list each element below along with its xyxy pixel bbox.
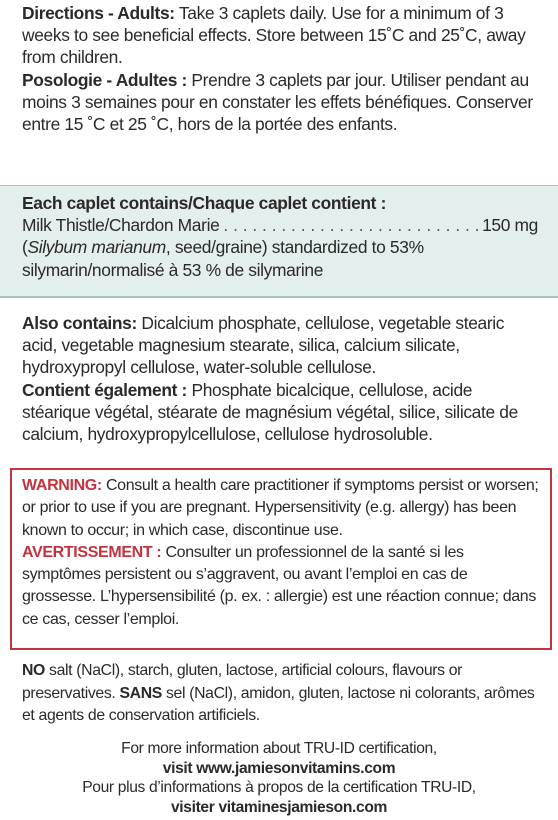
warning-english — [22, 475, 544, 542]
more-info-english-url — [0, 759, 558, 779]
also-contains-french-text: Phosphate bicalcique, cellulose, acide stéarique végétal, stéarate de magnésium végétal, silice, silicate de calcium, hydroxypropylcellulose, cellulose hydrosoluble. — [22, 379, 518, 445]
english-website: visit www.jamiesonvitamins.com — [162, 759, 396, 777]
directions-english-label: Directions - Adults: — [22, 3, 175, 23]
french-website: visiter vitaminesjamieson.com — [170, 798, 388, 816]
also-contains-french — [22, 379, 538, 446]
warning-english-label: WARNING: — [22, 477, 102, 494]
medicinal-ingredient-amount: 150 mg — [482, 215, 538, 236]
also-contains-english-label: Also contains: — [22, 313, 137, 333]
medicinal-ingredient-row — [22, 214, 538, 236]
directions-section — [22, 2, 538, 135]
medicinal-ingredients-section — [22, 192, 538, 281]
medicinal-ingredient-name: Milk Thistle/Chardon Marie — [22, 215, 220, 236]
directions-french — [22, 69, 538, 136]
directions-french-text: Prendre 3 caplets par jour. Utiliser pendant au moins 3 semaines pour en constater les effets bénéfiques. Conserver entre 15 ˚C et 25 ˚C, hors de la portée des enfants. — [22, 69, 533, 135]
non-medicinal-ingredients-section — [22, 312, 538, 445]
also-contains-french-label: Contient également : — [22, 379, 187, 400]
warning-french — [22, 542, 544, 631]
warning-french-label: AVERTISSEMENT : — [22, 543, 162, 561]
divider-bottom — [0, 296, 558, 298]
dot-leader — [223, 214, 478, 236]
free-from-text — [22, 660, 538, 728]
warning-french-text: Consulter un professionnel de la santé si les symptômes persistent ou s’aggravent, ou avant l’emploi en cas de grossesse. L’hypersensibilité (p. ex. : allergie) est une réaction connue; dans ce cas, cesser l’emploi. — [22, 543, 536, 628]
warning-english-text: Consult a health care practitioner if symptoms persist or worsen; or prior to use if you are pregnant. Hypersensitivity (e.g. allergy) has been known to occur; in which case, discontinue use. — [22, 477, 539, 539]
free-from-english-text: salt (NaCl), starch, gluten, lactose, artificial colours, flavours or preservatives. — [22, 662, 463, 702]
also-contains-english-text: Dicalcium phosphate, cellulose, vegetable stearic acid, vegetable magnesium stearate, silica, calcium silicate, hydroxypropyl cellulose, water-soluble cellulose. — [22, 313, 505, 378]
warning-section — [22, 475, 544, 631]
more-info-english: For more information about TRU-ID certification, — [121, 740, 437, 757]
directions-english — [22, 2, 538, 69]
free-from-french-text: sel (NaCl), amidon, gluten, lactose ni colorants, arômes et agents de conservation artificiels. — [22, 684, 535, 725]
more-info-french: Pour plus d’informations à propos de la certification TRU-ID, — [82, 779, 476, 797]
ingredients-heading — [22, 192, 538, 214]
ingredient-source-description: (Silybum marianum, seed/graine) standardized to 53% silymarin/normalisé à 53 % de silymarine — [22, 237, 424, 280]
standardization-text: , seed/graine) standardized to 53% silymarin/normalisé à 53 % de silymarine — [22, 237, 424, 280]
free-from-section — [22, 660, 538, 728]
more-info-french-url — [0, 798, 558, 818]
directions-english-text: Take 3 caplets daily. Use for a minimum of 3 weeks to see beneficial effects. Store between 15˚C and 25˚C, away from children. — [22, 3, 526, 68]
free-from-french-label: SANS — [119, 684, 162, 702]
also-contains-english — [22, 312, 538, 379]
free-from-english-label: NO — [22, 662, 45, 679]
latin-name: Silybum marianum — [27, 237, 166, 258]
more-info-section — [0, 739, 558, 817]
ingredients-heading-text: Each caplet contains/Chaque caplet contient : — [22, 193, 387, 213]
directions-french-label: Posologie - Adultes : — [22, 69, 187, 90]
